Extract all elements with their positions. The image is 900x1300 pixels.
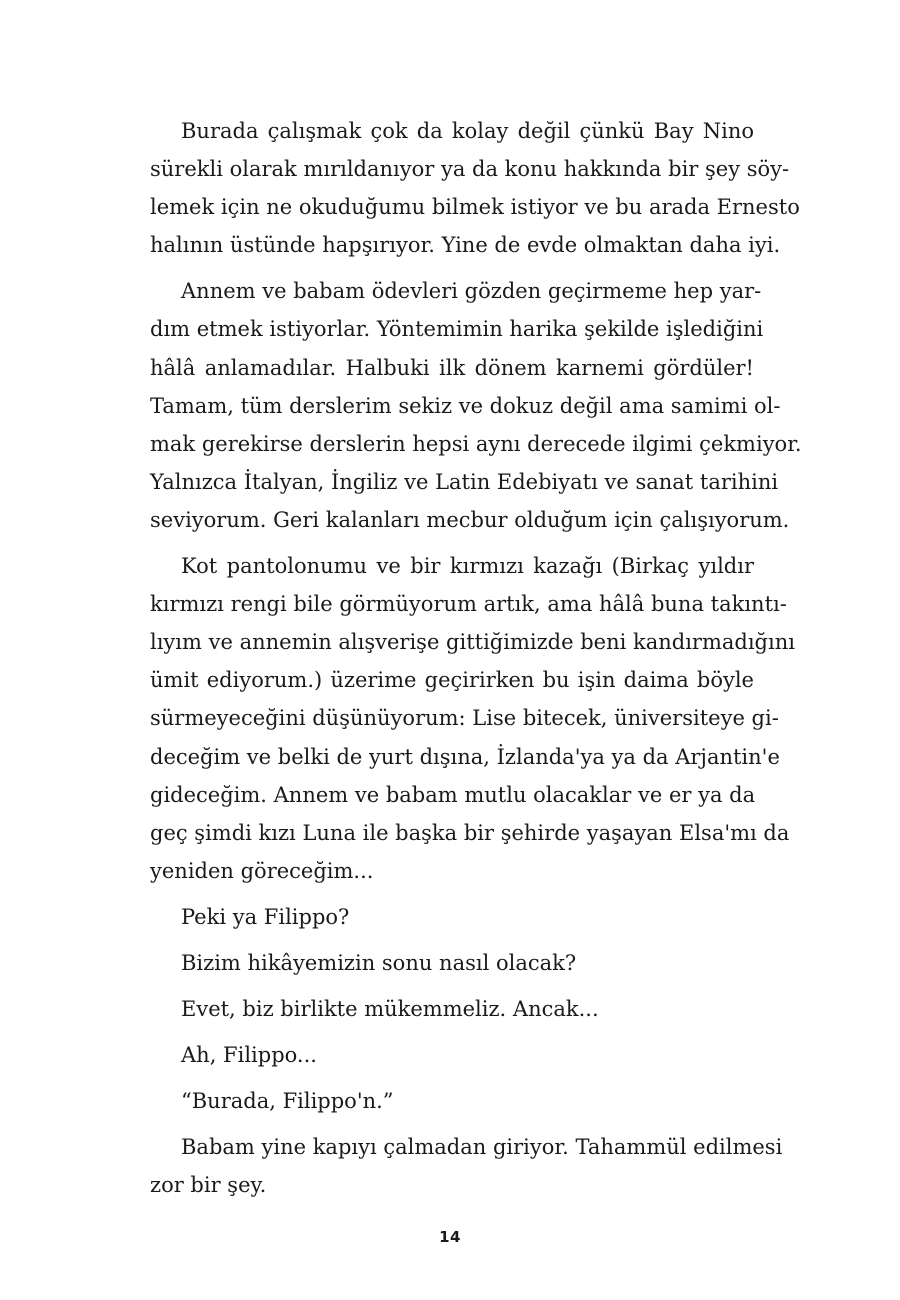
paragraph-4-line-1: Peki ya Filippo? xyxy=(181,904,350,929)
body-text xyxy=(150,112,802,1205)
paragraph-gap xyxy=(150,264,754,272)
paragraph-1-line-2: sürekli olarak mırıldanıyor ya da konu hakkında bir şey söy- xyxy=(150,157,790,182)
paragraph-7-line-1: Ah, Filippo... xyxy=(181,1043,317,1068)
paragraph-gap xyxy=(150,1074,754,1082)
paragraph-2-line-5: mak gerekirse derslerin hepsi aynı derecede ilgimi çekmiyor. xyxy=(150,431,802,456)
paragraph-2-line-1: Annem ve babam ödevleri gözden geçirmeme hep yar- xyxy=(181,279,762,304)
paragraph-gap xyxy=(150,1120,754,1128)
page-number: 14 xyxy=(439,1228,461,1246)
paragraph-2-line-4: Tamam, tüm derslerim sekiz ve dokuz değil ama samimi ol- xyxy=(150,393,781,418)
paragraph-1-line-1: Burada çalışmak çok da kolay değil çünkü Bay Nino xyxy=(181,119,754,143)
paragraph-gap xyxy=(150,1028,754,1036)
paragraph-2-line-6: Yalnızca İtalyan, İngiliz ve Latin Edebiyatı ve sanat tarihini xyxy=(150,469,779,494)
paragraph-3-line-8: geç şimdi kızı Luna ile başka bir şehirde yaşayan Elsa'mı da xyxy=(150,820,790,845)
paragraph-2-line-2: dım etmek istiyorlar. Yöntemimin harika şekilde işlediğini xyxy=(150,317,764,342)
paragraph-3-line-2: kırmızı rengi bile görmüyorum artık, ama hâlâ buna takıntı- xyxy=(150,592,787,617)
paragraph-3-line-6: deceğim ve belki de yurt dışına, İzlanda'ya ya da Arjantin'e xyxy=(150,744,780,769)
paragraph-3-line-5: sürmeyeceğini düşünüyorum: Lise bitecek, üniversiteye gi- xyxy=(150,706,779,731)
paragraph-gap xyxy=(150,539,754,547)
paragraph-gap xyxy=(150,982,754,990)
paragraph-3-line-9: yeniden göreceğim... xyxy=(150,858,374,883)
paragraph-3-line-4: ümit ediyorum.) üzerime geçirirken bu işin daima böyle xyxy=(150,668,754,693)
paragraph-6-line-1: Evet, biz birlikte mükemmeliz. Ancak... xyxy=(181,997,599,1022)
paragraph-9-line-1: Babam yine kapıyı çalmadan giriyor. Tahammül edilmesi xyxy=(181,1135,783,1160)
paragraph-gap xyxy=(150,936,754,944)
paragraph-3-line-7: gideceğim. Annem ve babam mutlu olacaklar ve er ya da xyxy=(150,782,756,807)
paragraph-8-line-1: “Burada, Filippo'n.” xyxy=(181,1089,394,1114)
paragraph-5-line-1: Bizim hikâyemizin sonu nasıl olacak? xyxy=(181,950,577,975)
paragraph-3-line-3: lıyım ve annemin alışverişe gittiğimizde beni kandırmadığını xyxy=(150,630,795,655)
paragraph-1-line-3: lemek için ne okuduğumu bilmek istiyor ve bu arada Ernesto xyxy=(150,195,800,220)
paragraph-2-line-3: hâlâ anlamadılar. Halbuki ilk dönem karnemi gördüler! xyxy=(150,355,754,380)
paragraph-3-line-1: Kot pantolonumu ve bir kırmızı kazağı (Birkaç yıldır xyxy=(181,554,754,579)
paragraph-1-line-4: halının üstünde hapşırıyor. Yine de evde olmaktan daha iyi. xyxy=(150,233,781,258)
paragraph-9-line-2: zor bir şey. xyxy=(150,1173,267,1198)
paragraph-2-line-7: seviyorum. Geri kalanları mecbur olduğum için çalışıyorum. xyxy=(150,507,790,532)
paragraph-gap xyxy=(150,890,754,898)
